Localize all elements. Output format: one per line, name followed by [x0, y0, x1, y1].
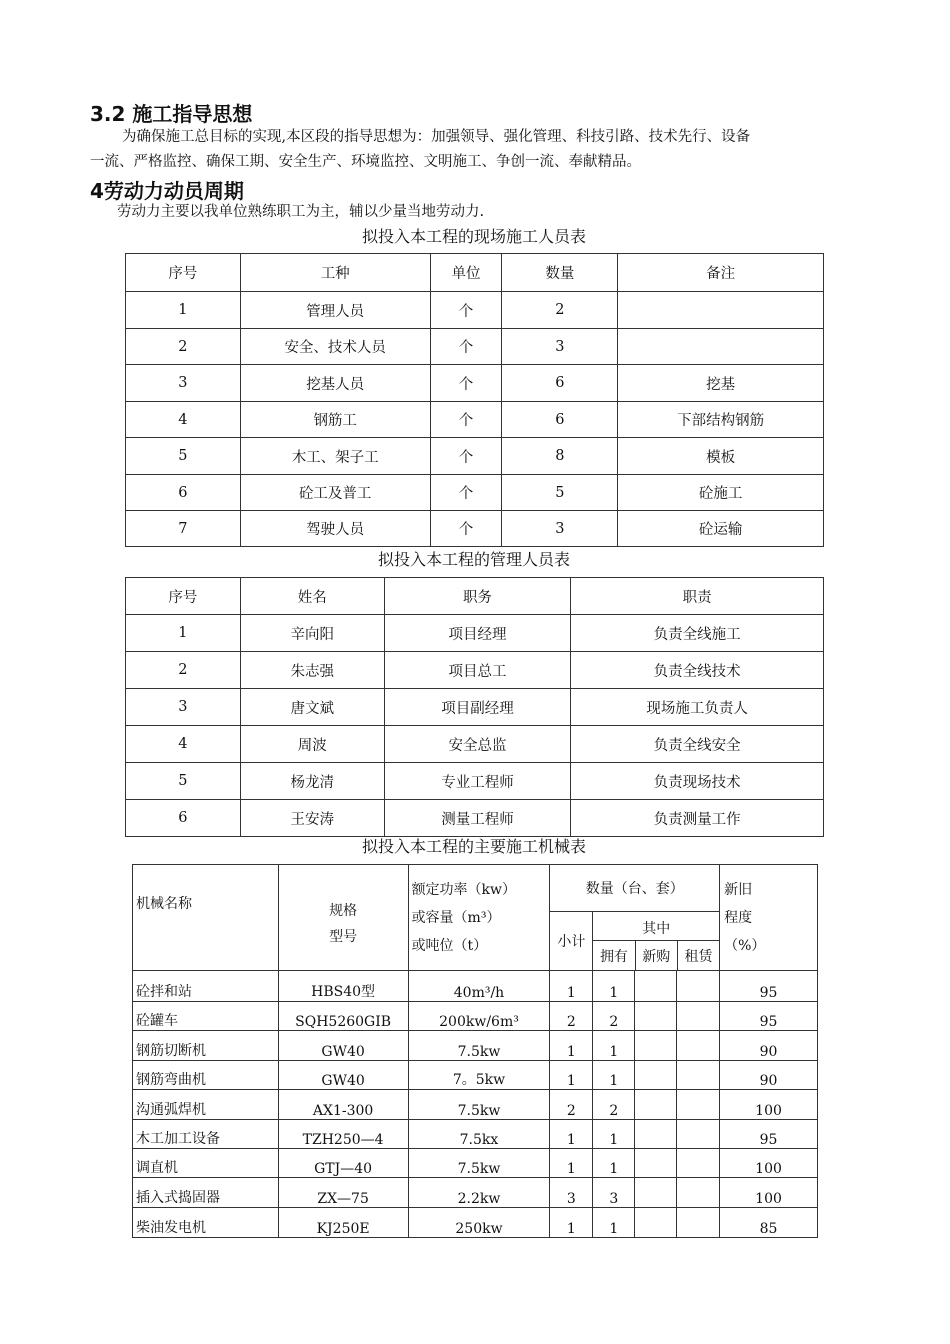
table2-header-cell: 职务: [384, 578, 571, 615]
table-cell: AX1-300: [278, 1090, 408, 1120]
table-cell: 2: [550, 1090, 593, 1120]
table-cell: 1: [593, 971, 635, 1002]
table1-header-cell: 工种: [240, 254, 430, 292]
table1-header-cell: 单位: [430, 254, 502, 292]
new-purchase-header: 新购: [635, 941, 677, 970]
table-cell: ZX—75: [278, 1178, 408, 1208]
table-cell: 7: [126, 511, 241, 547]
table-cell: 100: [720, 1178, 818, 1208]
table-cell: 王安涛: [240, 800, 384, 837]
table-row: [126, 438, 824, 475]
table-cell: 250kw: [408, 1208, 550, 1238]
table-cell: 7。5kw: [408, 1061, 550, 1090]
table-cell: [677, 1120, 720, 1149]
table-cell: 现场施工负责人: [571, 689, 824, 726]
table-cell: [677, 1002, 720, 1031]
table-cell: 模板: [618, 438, 824, 475]
table-cell: 挖基人员: [240, 365, 430, 402]
table-cell: [677, 1090, 720, 1120]
table-cell: 砼工及普工: [240, 475, 430, 511]
condition-header: 新旧 程度 （%）: [720, 865, 818, 971]
table-cell: 砼运输: [618, 511, 824, 547]
table-row: [133, 1061, 818, 1090]
owned-header: 拥有: [599, 949, 628, 965]
table-cell: 2: [126, 652, 241, 689]
table-cell: 85: [720, 1208, 818, 1238]
table-cell: 钢筋工: [240, 402, 430, 438]
table-cell: [618, 329, 824, 365]
table-cell: 6: [502, 402, 618, 438]
power-capacity-header: 额定功率（kw） 或容量（m³） 或吨位（t）: [408, 865, 550, 971]
table-cell: 3: [593, 1178, 635, 1208]
table-cell: [618, 292, 824, 329]
table-cell: [677, 971, 720, 1002]
table-cell: [677, 1149, 720, 1178]
table-cell: 95: [720, 1120, 818, 1149]
table-cell: 3: [550, 1178, 593, 1208]
table-cell: 个: [430, 329, 502, 365]
table-cell: 调直机: [133, 1149, 279, 1178]
table-cell: 管理人员: [240, 292, 430, 329]
table-row: [126, 689, 824, 726]
table-cell: 1: [126, 292, 241, 329]
table-cell: [677, 1031, 720, 1061]
table-cell: [677, 1178, 720, 1208]
table-cell: 周波: [240, 726, 384, 763]
table-cell: 钢筋切断机: [133, 1031, 279, 1061]
table-cell: 2: [593, 1002, 635, 1031]
rental-header: 租赁: [677, 941, 719, 970]
table-cell: GW40: [278, 1061, 408, 1090]
table-cell: [635, 971, 677, 1002]
table-cell: 7.5kw: [408, 1090, 550, 1120]
table-cell: [635, 1002, 677, 1031]
table-cell: HBS40型: [278, 971, 408, 1002]
machinery-table: [132, 864, 818, 1238]
table-cell: [635, 1208, 677, 1238]
table-cell: 1: [593, 1031, 635, 1061]
table-cell: [635, 1090, 677, 1120]
table-cell: 负责测量工作: [571, 800, 824, 837]
guideline-paragraph-line1: 为确保施工总目标的实现,本区段的指导思想为：加强领导、强化管理、科技引路、技术先行、设备: [122, 129, 751, 145]
table-cell: 下部结构钢筋: [618, 402, 824, 438]
table-cell: 5: [126, 438, 241, 475]
table-cell: 负责全线安全: [571, 726, 824, 763]
table-cell: 90: [720, 1061, 818, 1090]
table-cell: 项目副经理: [384, 689, 571, 726]
table-cell: 个: [430, 511, 502, 547]
table1-header-cell: 序号: [126, 254, 241, 292]
table-row: [126, 475, 824, 511]
table-cell: 3: [502, 329, 618, 365]
table-cell: 6: [502, 365, 618, 402]
table-cell: [635, 1120, 677, 1149]
table-cell: 柴油发电机: [133, 1208, 279, 1238]
guideline-paragraph-line2: 一流、严格监控、确保工期、安全生产、环境监控、文明施工、争创一流、奉献精品。: [90, 154, 641, 170]
table-cell: 1: [593, 1120, 635, 1149]
breakdown-header: 其中 拥有 新购 租赁: [593, 912, 720, 971]
table-cell: 个: [430, 292, 502, 329]
table-cell: 1: [550, 1149, 593, 1178]
table-cell: 杨龙清: [240, 763, 384, 800]
table-cell: KJ250E: [278, 1208, 408, 1238]
machine-name-header: 机械名称: [133, 865, 279, 971]
table-cell: [677, 1208, 720, 1238]
table-cell: TZH250—4: [278, 1120, 408, 1149]
spec-model-header: 规格 型号: [278, 865, 408, 971]
table-cell: 驾驶人员: [240, 511, 430, 547]
table2-header-cell: 姓名: [240, 578, 384, 615]
table-row: [126, 763, 824, 800]
table3-caption: 拟投入本工程的主要施工机械表: [361, 837, 586, 856]
table-cell: 个: [430, 438, 502, 475]
table-cell: 朱志强: [240, 652, 384, 689]
table-row: [133, 971, 818, 1002]
table-cell: 安全、技术人员: [240, 329, 430, 365]
table-cell: 90: [720, 1031, 818, 1061]
table-cell: 95: [720, 971, 818, 1002]
table-cell: 唐文斌: [240, 689, 384, 726]
table-cell: 专业工程师: [384, 763, 571, 800]
table-row: [133, 1178, 818, 1208]
table-cell: 5: [126, 763, 241, 800]
table-cell: 砼罐车: [133, 1002, 279, 1031]
table-row: [133, 1208, 818, 1238]
table-cell: SQH5260GIB: [278, 1002, 408, 1031]
quantity-header: 数量（台、套）: [550, 865, 720, 912]
table-cell: 项目经理: [384, 615, 571, 652]
table-cell: [635, 1061, 677, 1090]
table-cell: 1: [593, 1061, 635, 1090]
table-cell: 个: [430, 402, 502, 438]
table-cell: 1: [550, 1031, 593, 1061]
labor-paragraph: 劳动力主要以我单位熟练职工为主，辅以少量当地劳动力.: [117, 204, 485, 220]
table-cell: 1: [593, 1149, 635, 1178]
table-cell: 负责全线技术: [571, 652, 824, 689]
table-cell: 2: [126, 329, 241, 365]
table-cell: 95: [720, 1002, 818, 1031]
table2-caption: 拟投入本工程的管理人员表: [377, 550, 570, 569]
table-cell: 辛向阳: [240, 615, 384, 652]
table-cell: 插入式捣固器: [133, 1178, 279, 1208]
table-cell: 项目总工: [384, 652, 571, 689]
table-row: [133, 1120, 818, 1149]
table-cell: 1: [550, 971, 593, 1002]
table-cell: 3: [126, 689, 241, 726]
table-cell: 1: [550, 1120, 593, 1149]
section-3-2-title: 3.2 施工指导思想: [90, 102, 253, 126]
table-cell: 1: [126, 615, 241, 652]
table-cell: 负责全线施工: [571, 615, 824, 652]
table2-header-cell: 职责: [571, 578, 824, 615]
table-row: [126, 402, 824, 438]
table-row: [126, 615, 824, 652]
table-cell: 砼施工: [618, 475, 824, 511]
table-cell: 2: [550, 1002, 593, 1031]
table-cell: 3: [502, 511, 618, 547]
table2-header-cell: 序号: [126, 578, 241, 615]
table-cell: 2: [502, 292, 618, 329]
table-row: [133, 1031, 818, 1061]
site-staff-table: [125, 253, 824, 547]
table-cell: 6: [126, 800, 241, 837]
table-cell: 7.5kw: [408, 1149, 550, 1178]
table-cell: 4: [126, 402, 241, 438]
table-cell: 安全总监: [384, 726, 571, 763]
table-cell: 1: [550, 1208, 593, 1238]
table-cell: 负责现场技术: [571, 763, 824, 800]
table-cell: 个: [430, 365, 502, 402]
table-cell: GTJ—40: [278, 1149, 408, 1178]
table-cell: GW40: [278, 1031, 408, 1061]
table-cell: 沟通弧焊机: [133, 1090, 279, 1120]
table-row: [133, 1090, 818, 1120]
table1-caption: 拟投入本工程的现场施工人员表: [361, 227, 586, 246]
table-row: [126, 329, 824, 365]
table-row: [133, 1149, 818, 1178]
table-cell: 挖基: [618, 365, 824, 402]
table-cell: [635, 1178, 677, 1208]
table-row: [126, 292, 824, 329]
table-cell: 100: [720, 1149, 818, 1178]
table-cell: [635, 1031, 677, 1061]
table-cell: [635, 1149, 677, 1178]
table-cell: 40m³/h: [408, 971, 550, 1002]
table-cell: 6: [126, 475, 241, 511]
table-cell: 1: [593, 1208, 635, 1238]
table-row: [126, 652, 824, 689]
table-cell: 2: [593, 1090, 635, 1120]
table-cell: 3: [126, 365, 241, 402]
table-cell: 2.2kw: [408, 1178, 550, 1208]
subtotal-header: 小计: [550, 912, 593, 971]
table-cell: 木工、架子工: [240, 438, 430, 475]
table-cell: 钢筋弯曲机: [133, 1061, 279, 1090]
table-cell: 测量工程师: [384, 800, 571, 837]
table1-header-cell: 备注: [618, 254, 824, 292]
table-cell: 8: [502, 438, 618, 475]
table-cell: 200kw/6m³: [408, 1002, 550, 1031]
table-cell: 4: [126, 726, 241, 763]
table-row: [126, 800, 824, 837]
management-staff-table: [125, 577, 824, 837]
table-cell: 7.5kw: [408, 1031, 550, 1061]
table-row: [126, 365, 824, 402]
table-row: [133, 1002, 818, 1031]
table1-header-cell: 数量: [502, 254, 618, 292]
table-cell: 个: [430, 475, 502, 511]
table-row: [126, 726, 824, 763]
table-cell: 1: [550, 1061, 593, 1090]
table-cell: [677, 1061, 720, 1090]
table-cell: 砼拌和站: [133, 971, 279, 1002]
section-4-title: 4劳动力动员周期: [90, 179, 244, 203]
table-cell: 5: [502, 475, 618, 511]
table-cell: 木工加工设备: [133, 1120, 279, 1149]
table-row: [126, 511, 824, 547]
table-cell: 7.5kx: [408, 1120, 550, 1149]
table-cell: 100: [720, 1090, 818, 1120]
